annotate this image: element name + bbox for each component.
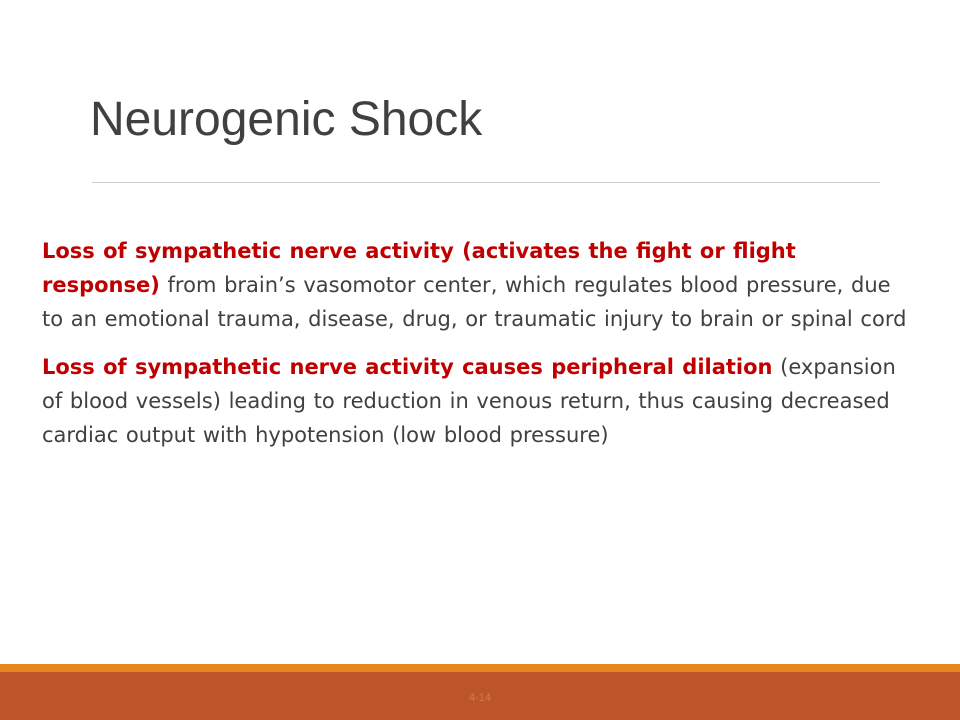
- slide-title: Neurogenic Shock: [90, 93, 483, 146]
- title-divider: [92, 182, 880, 183]
- slide-body: [42, 234, 912, 466]
- bullet-paragraph-2: [42, 350, 912, 452]
- footer-bar: [0, 664, 960, 720]
- body-text-2: (expansion of blood vessels) leading to reduction in venous return, thus causing decreased cardiac output with hypotension (low blood pressure): [42, 355, 896, 447]
- emphasis-text-2: Loss of sympathetic nerve activity causes peripheral dilation: [42, 355, 773, 379]
- body-text-1: from brain’s vasomotor center, which regulates blood pressure, due to an emotional trauma, disease, drug, or traumatic injury to brain or spinal cord: [42, 273, 907, 331]
- slide-number: 4-14: [468, 692, 492, 704]
- footer-accent-stripe: [0, 664, 960, 672]
- footer-main-band: [0, 672, 960, 720]
- emphasis-text-1: Loss of sympathetic nerve activity (activates the fight or flight response): [42, 239, 796, 297]
- bullet-paragraph-1: [42, 234, 912, 336]
